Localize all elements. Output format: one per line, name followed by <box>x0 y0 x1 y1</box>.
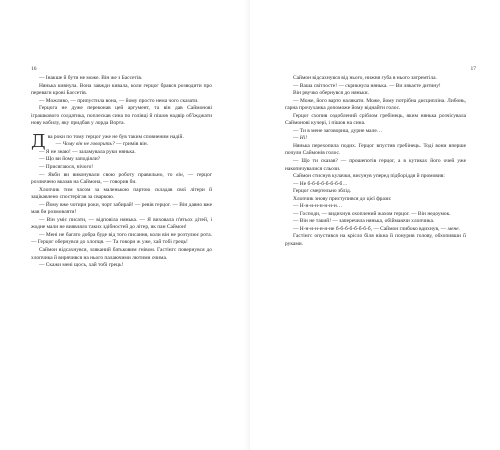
paragraph-text: — Ваша світлосте! — скрикнула нянька. — Ви лякаєте дитину! <box>293 82 441 89</box>
paragraph-text: — Що ви йому заподіяли? <box>39 156 101 163</box>
paragraph <box>285 233 466 248</box>
paragraph <box>31 141 212 149</box>
emphasis-text: він <box>176 171 183 178</box>
paragraph <box>285 203 466 211</box>
paragraph <box>285 173 466 181</box>
paragraph-text: — гримів він. <box>114 141 148 148</box>
page-number-right: 17 <box>470 66 476 72</box>
paragraph-text: Герцог схопив оздоблений сріблом гребінець, яким нянька розчісувала Саймонові кучері, і пішов на сина. <box>285 112 466 127</box>
paragraph <box>31 262 212 270</box>
paragraph-text: — Н-н-н-н-н-н-не б-б-б-б-б-б-б-б, — Саймон глибоко вдихнув, — <box>293 225 448 232</box>
paragraph <box>285 75 466 83</box>
paragraph-text: — Йому вже чотири роки, чорт забирай! — ревів герцог. — Він давно вже мав би розмовляти! <box>31 201 212 216</box>
paragraph <box>285 113 466 128</box>
right-page-text <box>285 75 466 249</box>
paragraph <box>285 218 466 226</box>
paragraph-text: — Якби ви виконували свою роботу правильно, то <box>39 171 177 178</box>
paragraph <box>285 158 466 173</box>
left-page-text <box>31 75 212 270</box>
paragraph <box>285 196 466 204</box>
paragraph <box>31 187 212 202</box>
paragraph <box>285 128 466 136</box>
paragraph-text: — Мені не багато добра буде від того писання, коли він не розтулює рота. — Герцог обернувся до хлопця. — Та говори ж уже, хай тобі грець! <box>31 231 212 246</box>
paragraph-text: — Н-н-н-н-н-н-н-н… <box>293 203 343 210</box>
paragraph-text: Гастінгс опустився на крісло біля вікна й понурив голову, обхопивши її руками. <box>285 233 466 248</box>
drop-cap: Д <box>31 130 46 152</box>
paragraph <box>285 98 466 113</box>
paragraph-text: — Може, його варто налякати. Може, йому потрібна дисципліна. Либонь, гарна прочуханка допоможе йому віднайти голос. <box>285 97 466 112</box>
paragraph-text: Герцог смертельно зблід. <box>293 188 352 195</box>
emphasis-text: Ні! <box>299 135 308 142</box>
paragraph <box>31 202 212 217</box>
paragraph <box>31 156 212 164</box>
paragraph-text: Саймон відсахнувся від нього, нижня губа в нього затремтіла. <box>293 75 437 81</box>
right-page <box>250 0 500 450</box>
paragraph-text: Він рвучко обернувся до няньки. <box>293 90 369 97</box>
paragraph-text: Хлопчик тим часом за маленькою партою складав свої літери й зацікавлено спостерігав за сваркою. <box>31 186 212 201</box>
paragraph <box>285 135 466 143</box>
paragraph: — Можливо, — припустила вона, — йому просто нема чого сказати. <box>39 97 199 104</box>
paragraph-text: , — герцог розлючено вказав на Саймона, — говорив би. <box>31 171 212 186</box>
paragraph-text: — Скажи мені щось, хай тобі грець! <box>39 262 124 269</box>
paragraph-text: — <box>55 141 63 148</box>
paragraph-text: — Ти в мене заговориш, дурне мале… <box>293 127 383 134</box>
paragraph <box>31 247 212 262</box>
paragraph-text: Нянька перехопила подих. Герцог впустив гребінець. Тоді вони вперше почули Саймонів голос. <box>285 142 466 157</box>
paragraph <box>31 164 212 172</box>
paragraph: — Інакше й бути не може. Він же з Бассетів. <box>39 75 143 81</box>
paragraph-text: — Він не такий! — заперечила нянька, обіймаючи хлопчика. <box>293 218 435 225</box>
paragraph-text: Саймон відсахнувся, зляканий батьковим гнівом. Гастінгс повернувся до хлопчика й вирячився на нього палаючими лютими очима. <box>31 247 212 261</box>
paragraph <box>31 172 212 187</box>
emphasis-text: Чому він не говорить? <box>62 141 115 148</box>
dropcap-paragraph-text: ва роки по тому герцог уже не був таким сповненим надій. <box>47 133 184 140</box>
paragraph: Нянька кивнула. Вона завжди кивала, коли герцог брався розводити про переваги крові Бассетів. <box>31 82 212 97</box>
paragraph <box>285 143 466 158</box>
paragraph-text: — Присягаюся, нічого! <box>39 164 94 171</box>
paragraph <box>31 217 212 232</box>
page-number-left: 16 <box>31 66 37 72</box>
paragraph <box>31 232 212 247</box>
paragraph-text: — Що ти сказав? — прошепотів герцог, а в кутиках його очей уже накопичувалися сльози. <box>285 158 466 172</box>
paragraph-text: Саймон стиснув кулачки, висунув уперед підборіддя й промовив: <box>293 173 445 180</box>
paragraph-text: — <box>293 135 300 142</box>
paragraph <box>285 90 466 98</box>
paragraph <box>285 83 466 91</box>
emphasis-text: мене. <box>447 225 460 232</box>
paragraph <box>285 188 466 196</box>
paragraph-text: — Не б-б-б-б-б-б-б-б… <box>293 180 348 187</box>
paragraph-text: — Я не знаю! — заламувала руки нянька. <box>39 148 136 155</box>
paragraph-text: Хлопчик знову приступився до цієї фрази: <box>293 195 392 202</box>
paragraph: Герцога не дуже переконав цей аргумент, та він дав Саймонові іграшкового солдатика, поплескав сина по голівці й пішов надвір об'їжджати нову кобилу, яку придбав у лорда Ворта. <box>31 105 212 127</box>
paragraph-text: — Він уміє писати, — відповіла нянька. — Я виховала п'ятьох дітей, і жодне мали не виявляло таких здібностей до літер, як пан Саймон! <box>31 216 212 231</box>
paragraph-text: — Господи, — видихнув охоплений жахом герцог. — Він недоумок. <box>293 210 451 217</box>
